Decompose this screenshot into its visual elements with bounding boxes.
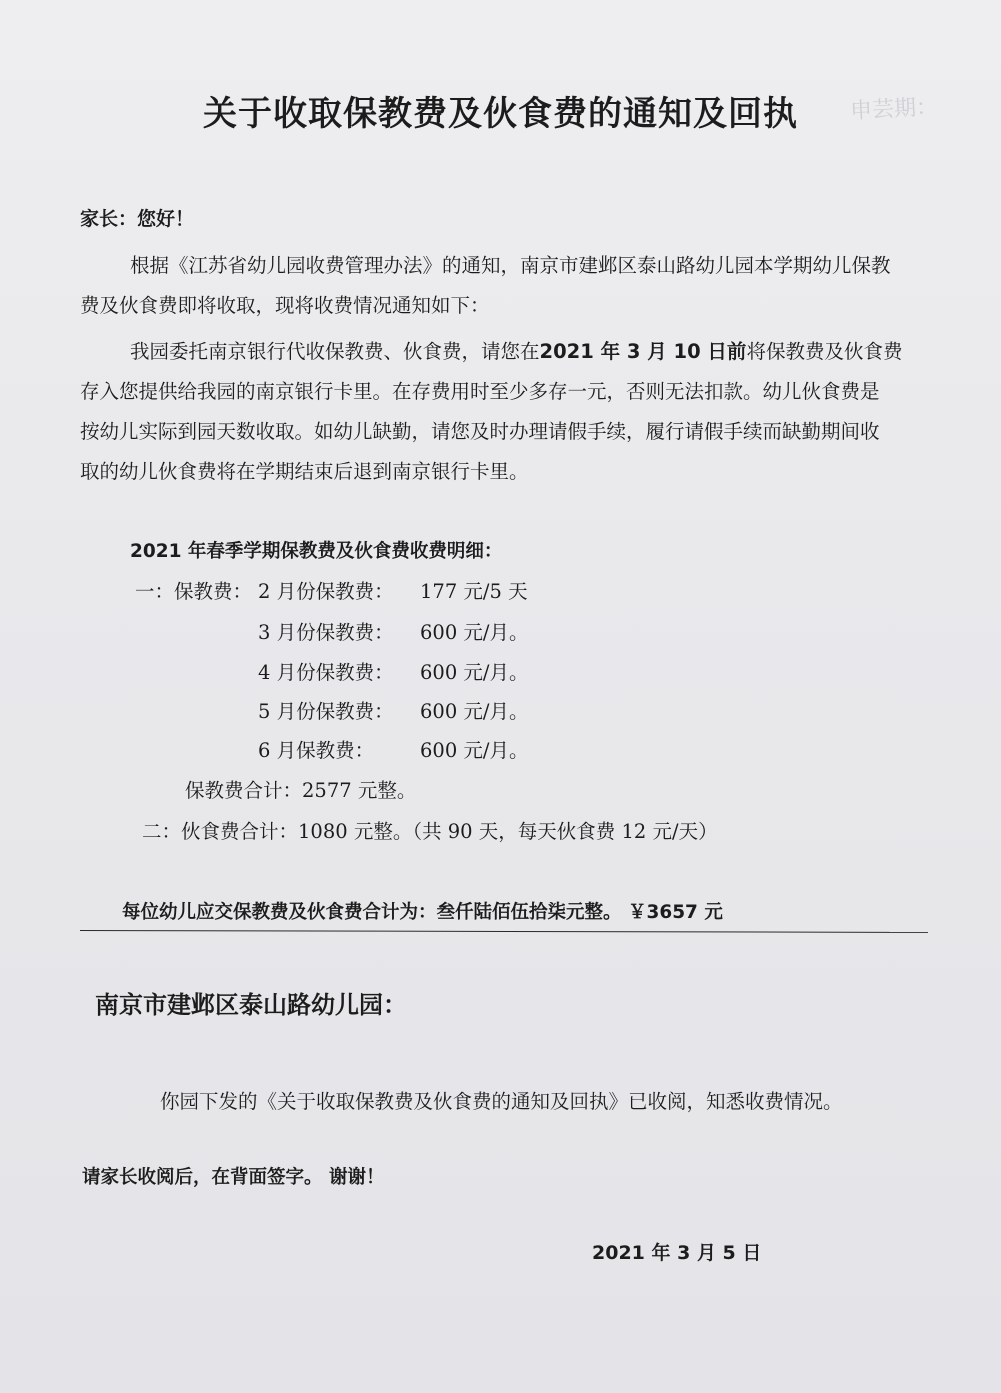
para2-line1-pre: 我园委托南京银行代收保教费、伙食费，请您在 xyxy=(130,340,540,363)
fee-item-label: 6 月保教费： xyxy=(258,739,375,762)
para2-line1 xyxy=(130,336,902,364)
bleed-through-text: 申芸期： xyxy=(849,94,939,125)
fee-item-amount: 600 元/月。 xyxy=(420,621,529,644)
payment-deadline: 2021 年 3 月 10 日前 xyxy=(539,340,747,363)
receipt-body: 你园下发的《关于收取保教费及伙食费的通知及回执》已收阅，知悉收费情况。 xyxy=(160,1090,843,1113)
greeting: 家长：您好！ xyxy=(80,208,195,230)
fee-item-amount: 600 元/月。 xyxy=(420,739,529,762)
page-title: 关于收取保教费及伙食费的通知及回执 xyxy=(203,94,798,134)
section1-label: 一：保教费： xyxy=(135,580,253,603)
receipt-date: 2021 年 3 月 5 日 xyxy=(592,1242,762,1264)
grand-total: 每位幼儿应交保教费及伙食费合计为：叁仟陆佰伍拾柒元整。 ￥3657 元 xyxy=(122,902,723,923)
tuition-total: 保教费合计：2577 元整。 xyxy=(185,779,417,802)
para1-line2: 费及伙食费即将收取，现将收费情况通知如下： xyxy=(80,294,490,317)
para2-line1-post: 将保教费及伙食费 xyxy=(746,340,903,363)
fee-item-label: 5 月份保教费： xyxy=(258,700,394,723)
para1-line1: 根据《江苏省幼儿园收费管理办法》的通知，南京市建邺区泰山路幼儿园本学期幼儿保教 xyxy=(130,254,891,277)
fee-item-amount: 177 元/5 天 xyxy=(420,580,528,603)
fee-heading: 2021 年春季学期保教费及伙食费收费明细： xyxy=(130,541,503,562)
para2-line4: 取的幼儿伙食费将在学期结束后退到南京银行卡里。 xyxy=(80,460,529,483)
fee-item-amount: 600 元/月。 xyxy=(420,661,529,684)
para2-line2: 存入您提供给我园的南京银行卡里。在存费用时至少多存一元，否则无法扣款。幼儿伙食费是 xyxy=(80,380,880,403)
receipt-instruction: 请家长收阅后，在背面签字。 谢谢！ xyxy=(82,1167,385,1188)
fee-item-amount: 600 元/月。 xyxy=(420,700,529,723)
fee-item-label: 3 月份保教费： xyxy=(258,621,394,644)
receipt-addressee: 南京市建邺区泰山路幼儿园： xyxy=(95,991,407,1019)
divider-line xyxy=(80,930,928,933)
para2-line3: 按幼儿实际到园天数收取。如幼儿缺勤，请您及时办理请假手续，履行请假手续而缺勤期间收 xyxy=(80,420,880,443)
fee-item-label: 2 月份保教费： xyxy=(258,580,394,603)
fee-item-label: 4 月份保教费： xyxy=(258,661,394,684)
meal-total: 二：伙食费合计：1080 元整。（共 90 天，每天伙食费 12 元/天） xyxy=(142,820,718,843)
